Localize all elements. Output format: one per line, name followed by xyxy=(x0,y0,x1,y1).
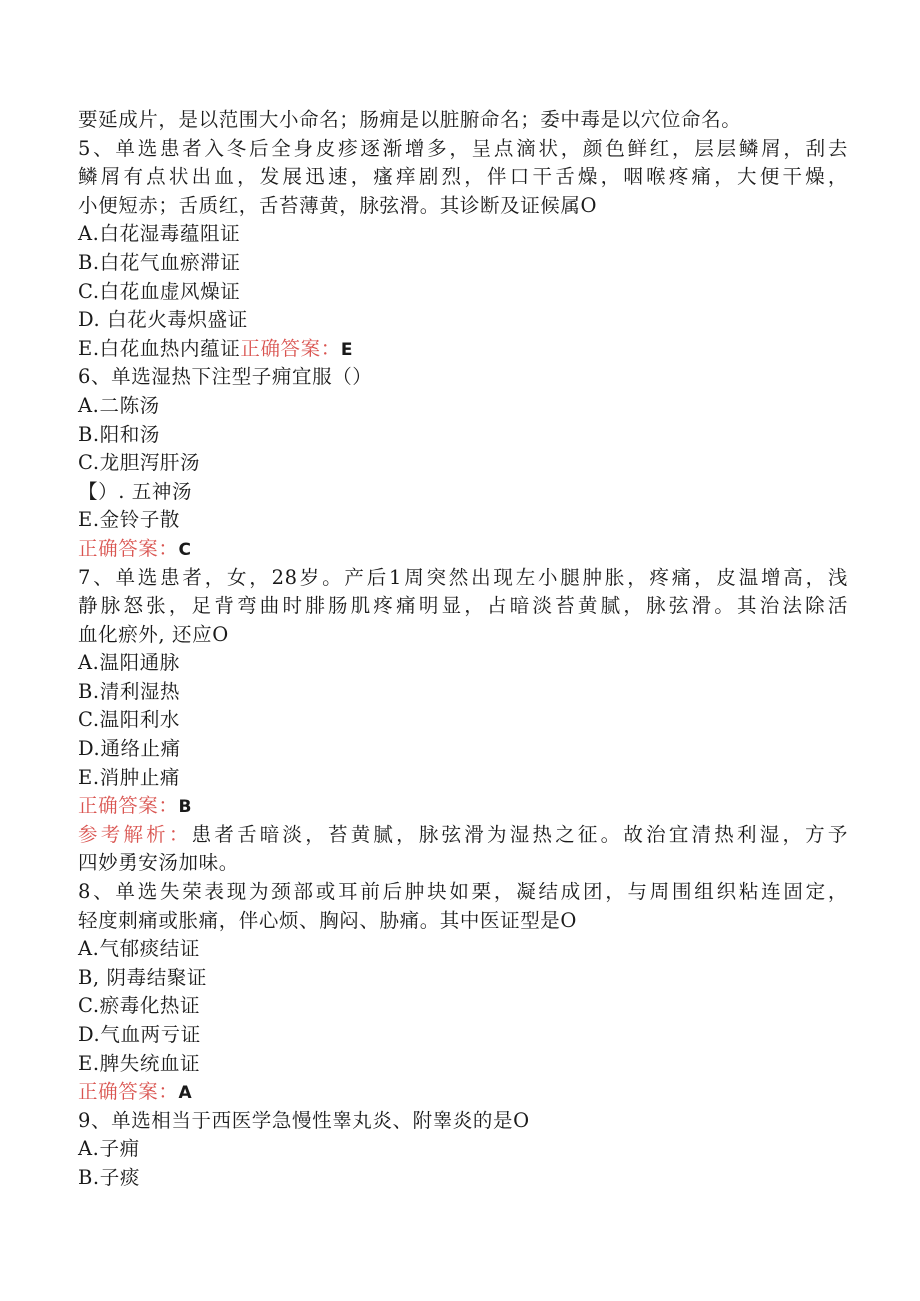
question-6: 6、单选湿热下注型子痈宜服（） xyxy=(78,365,373,389)
option-e: E.消肿止痛 xyxy=(78,765,181,789)
option-d: D. 白花火毒炽盛证 xyxy=(78,308,248,332)
option-c: C.龙胆泻肝汤 xyxy=(78,451,201,475)
question-7-line-3: 血化瘀外, 还应O xyxy=(78,622,229,646)
answer-line xyxy=(78,792,848,821)
option-a: A.子痈 xyxy=(78,1137,140,1161)
question-7-line-1: 7、单选患者，女，28岁。产后1周突然出现左小腿肿胀，疼痛，皮温增高，浅 xyxy=(78,565,848,589)
question-5-line-1: 5、单选患者入冬后全身皮疹逐渐增多，呈点滴状，颜色鲜红，层层鳞屑，刮去 xyxy=(78,136,848,160)
option-b: B.白花气血瘀滞证 xyxy=(78,250,241,274)
analysis-text: 患者舌暗淡，苔黄腻，脉弦滑为湿热之征。故治宜清热利湿，方予 xyxy=(191,822,848,846)
answer-label: 正确答案： xyxy=(78,794,179,818)
document-page xyxy=(78,106,848,1193)
option-c: C.瘀毒化热证 xyxy=(78,994,201,1018)
question-8-line-1: 8、单选失荣表现为颈部或耳前后肿块如栗，凝结成团，与周围组织粘连固定， xyxy=(78,880,848,904)
option-c: C.温阳利水 xyxy=(78,708,181,732)
option-b: B.子痰 xyxy=(78,1165,140,1189)
answer-line xyxy=(78,535,848,564)
text-line: 要延成片，是以范围大小命名；肠痈是以脏腑命名；委中毒是以穴位命名。 xyxy=(78,108,742,131)
answer-value: C xyxy=(178,539,192,560)
option-e: E.白花血热内蕴证 xyxy=(78,336,241,360)
option-e: E.金铃子散 xyxy=(78,508,181,532)
question-9: 9、单选相当于西医学急慢性睾丸炎、附睾炎的是O xyxy=(78,1108,530,1132)
answer-label: 正确答案： xyxy=(78,536,179,560)
option-e: E.脾失统血证 xyxy=(78,1051,201,1075)
option-a: A.白花湿毒蕴阻证 xyxy=(78,222,241,246)
answer-value: A xyxy=(178,1083,193,1104)
option-c: C.白花血虚风燥证 xyxy=(78,279,241,303)
answer-label: 正确答案： xyxy=(240,336,341,360)
answer-value: E xyxy=(340,339,354,360)
question-8-line-2: 轻度刺痛或胀痛，伴心烦、胸闷、胁痛。其中医证型是O xyxy=(78,908,577,932)
option-b: B.阳和汤 xyxy=(78,422,161,446)
option-b: B.清利湿热 xyxy=(78,679,181,703)
option-d: D.气血两亏证 xyxy=(78,1023,201,1046)
question-5-line-2: 鳞屑有点状出血，发展迅速，瘙痒剧烈，伴口干舌燥，咽喉疼痛，大便干燥， xyxy=(78,165,848,189)
analysis-line-2: 四妙勇安汤加味。 xyxy=(78,851,239,875)
question-5-line-3: 小便短赤；舌质红，舌苔薄黄，脉弦滑。其诊断及证候属O xyxy=(78,193,598,217)
option-b: B, 阴毒结聚证 xyxy=(78,965,208,989)
option-d: D.通络止痛 xyxy=(78,737,181,761)
answer-line xyxy=(78,1078,848,1107)
answer-label: 正确答案： xyxy=(78,1080,179,1104)
option-a: A.温阳通脉 xyxy=(78,651,180,675)
analysis-line-1 xyxy=(78,821,848,850)
question-7-line-2: 静脉怒张，足背弯曲时腓肠肌疼痛明显，占暗淡苔黄腻，脉弦滑。其治法除活 xyxy=(78,594,848,618)
option-a: A.气郁痰结证 xyxy=(78,937,200,961)
option-d: 【）. 五神汤 xyxy=(78,479,193,503)
option-e-with-answer xyxy=(78,335,848,364)
answer-value: B xyxy=(178,797,193,818)
analysis-label: 参考解析： xyxy=(78,822,192,846)
option-a: A.二陈汤 xyxy=(78,393,160,417)
